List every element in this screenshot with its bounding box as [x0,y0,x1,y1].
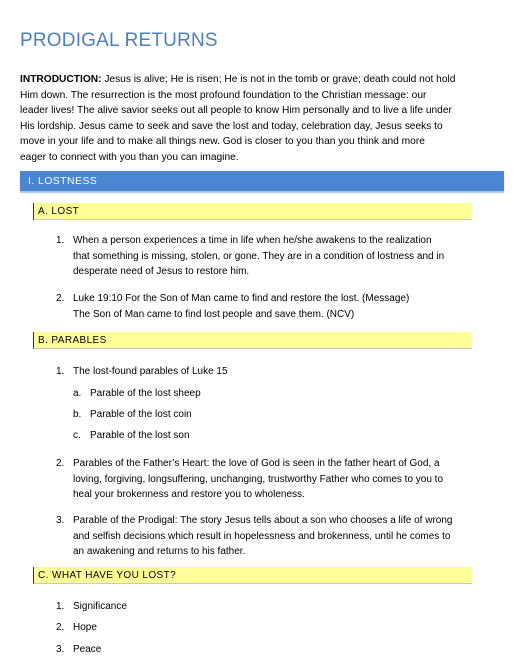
intro-line: His lordship. Jesus came to seek and save the lost and today, celebration day, Jesus seeks to [20,120,443,132]
sub-list-text: Parable of the lost son [90,430,190,441]
intro-line: eager to connect with you than you can imagine. [20,151,239,163]
list-number: 3. [56,515,65,526]
intro-line: INTRODUCTION: Jesus is alive; He is risen; He is not in the tomb or grave; death could not hold [20,74,456,85]
list-number: 2. [56,622,65,633]
list-item-text: Luke 19:10 For the Son of Man came to find and restore the lost. (Message) The Son of Man came to find lost people and save them. (NCV) [73,293,410,320]
list-number: 1. [56,235,65,246]
sub-list-letter: a. [73,388,82,399]
subsection-heading-what-have-you-lost: C. WHAT HAVE YOU LOST? [33,567,472,584]
list-item-text: Peace [73,644,102,655]
sub-list-text: Parable of the lost sheep [90,388,201,399]
intro-label: INTRODUCTION: [20,74,102,85]
list-number: 1. [56,366,65,377]
intro-line: move in your life and to make all things new. God is closer to you than you think and more [20,136,425,148]
intro-line: Him down. The resurrection is the most profound foundation to the Christian message: our [20,89,427,101]
list-item-text: Parables of the Father’s Heart: the love of God is seen in the father heart of God, a loving, forgiving, longsuffering, unchanging, trustworthy Father who comes to you to heal your brokenness and restore you to wholeness. [73,458,444,500]
sub-list-letter: b. [73,409,82,420]
list-item-text: Hope [73,622,97,633]
list-item-text: When a person experiences a time in life when he/she awakens to the realization that something is missing, stolen, or gone. They are in a condition of lostness and in desperate need of Jesus to restore him. [73,235,445,277]
list-item-text: The lost-found parables of Luke 15 [73,366,228,377]
sub-list-text: Parable of the lost coin [90,409,192,420]
list-number: 3. [56,644,65,655]
page-title: PRODIGAL RETURNS [20,30,218,51]
sub-list-letter: c. [73,430,81,441]
subsection-heading-parables: B. PARABLES [33,332,472,349]
list-number: 2. [56,458,65,469]
list-item-text: Significance [73,601,127,612]
introduction-paragraph [20,72,504,166]
section-heading-lostness: I. LOSTNESS [20,171,504,191]
list-number: 2. [56,293,65,304]
intro-line: leader lives! The alive savior seeks out all people to know Him personally and to live a life under [20,105,452,117]
list-item-text: Parable of the Prodigal: The story Jesus tells about a son who chooses a life of wrong and selfish decisions which result in hopelessness and brokenness, until he comes to an awakening and returns to his father. [73,515,453,557]
subsection-heading-lost: A. LOST [33,203,472,220]
list-number: 1. [56,601,65,612]
